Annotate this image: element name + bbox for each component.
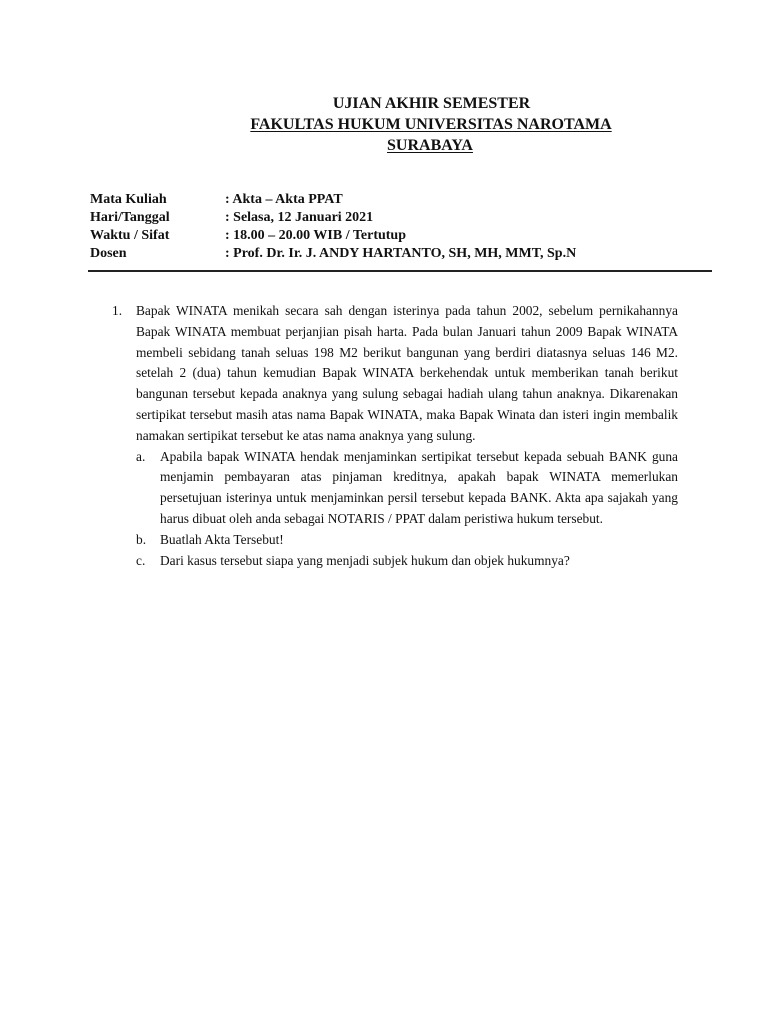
- sub-question-b: [136, 530, 678, 551]
- info-value: : Prof. Dr. Ir. J. ANDY HARTANTO, SH, MH, MMT, Sp.N: [225, 246, 577, 261]
- sub-question-text: Apabila bapak WINATA hendak menjaminkan sertipikat tersebut kepada sebuah BANK guna menjamin pembayaran atas pinjaman kreditnya, apakah bapak WINATA memerlukan persetujuan isterinya untuk menjaminkan persil tersebut kepada BANK. Akta apa sajakah yang harus dibuat oleh anda sebagai NOTARIS / PPAT dalam peristiwa hukum tersebut.: [160, 448, 678, 526]
- info-value: : Selasa, 12 Januari 2021: [225, 210, 374, 225]
- exam-title: UJIAN AKHIR SEMESTER: [332, 95, 531, 112]
- info-label: Hari/Tanggal: [90, 210, 170, 225]
- sub-question-letter: c.: [136, 552, 146, 568]
- sub-question-letter: a.: [136, 448, 146, 464]
- sub-question-a: [136, 447, 678, 530]
- city-name: SURABAYA: [387, 137, 473, 154]
- exam-header: [0, 93, 768, 156]
- sub-question-text: Buatlah Akta Tersebut!: [160, 531, 284, 547]
- faculty-name: FAKULTAS HUKUM UNIVERSITAS NAROTAMA: [250, 116, 612, 133]
- sub-question-c: [136, 551, 678, 572]
- question-text: Bapak WINATA menikah secara sah dengan isterinya pada tahun 2002, sebelum pernikahannya Bapak WINATA membuat perjanjian pisah harta. Pada bulan Januari tahun 2009 Bapak WINATA membeli sebidang tanah seluas 198 M2 berikut bangunan yang berdiri diatasnya seluas 146 M2. setelah 2 (dua) tahun kemudian Bapak WINATA berkehendak untuk memberikan tanah berikut bangunan tersebut kepada anaknya yang sulung sebagai hadiah ulang tahun anaknya. Dikarenakan sertipikat tersebut masih atas nama Bapak WINATA, maka Bapak Winata dan isteri ingin membalik namakan sertipikat tersebut ke atas nama anaknya yang sulung.: [136, 303, 678, 443]
- info-label: Waktu / Sifat: [90, 228, 170, 243]
- header-divider: [88, 270, 712, 272]
- info-value: : Akta – Akta PPAT: [225, 192, 343, 207]
- exam-info-table: [90, 191, 576, 263]
- info-label: Mata Kuliah: [90, 192, 167, 207]
- info-row-course: [90, 191, 576, 209]
- info-row-time: [90, 227, 576, 245]
- info-row-date: [90, 209, 576, 227]
- question-1: [112, 301, 678, 571]
- sub-question-text: Dari kasus tersebut siapa yang menjadi subjek hukum dan objek hukumnya?: [160, 552, 570, 568]
- sub-question-letter: b.: [136, 531, 147, 547]
- sub-question-list: [136, 447, 678, 572]
- info-label: Dosen: [90, 246, 127, 261]
- question-number: 1.: [112, 303, 123, 318]
- info-row-lecturer: [90, 245, 576, 263]
- info-value: : 18.00 – 20.00 WIB / Tertutup: [225, 228, 406, 243]
